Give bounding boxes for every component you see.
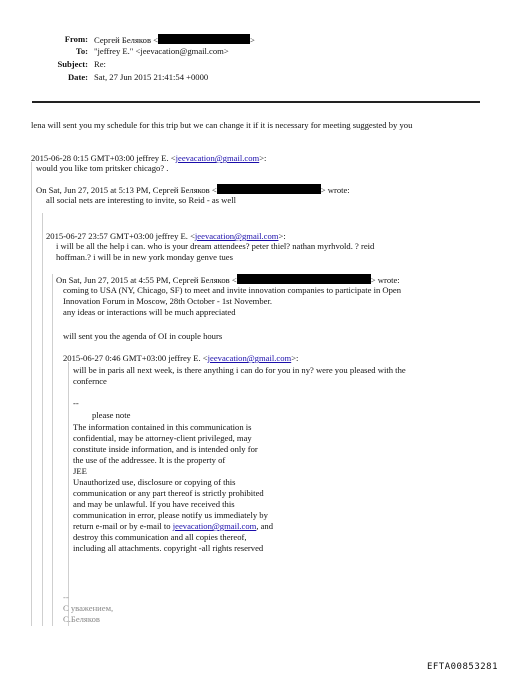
- intro-text: lena will sent you my schedule for this trip but we can change it if it is necessary for meeting suggested by you: [31, 120, 413, 130]
- quote-bar-level3: [52, 274, 53, 626]
- disclaimer-line: destroy this communication and all copies thereof,: [73, 532, 247, 542]
- redaction-block: [158, 34, 250, 44]
- redaction-block: [217, 184, 321, 194]
- quote4-text-2: Innovation Forum in Moscow, 28th October - 1st November.: [63, 296, 273, 306]
- quote4-text-3: any ideas or interactions will be much appreciated: [63, 307, 236, 317]
- date-label: Date:: [67, 72, 88, 82]
- quote4-text-4: will sent you the agenda of OI in couple hours: [63, 331, 223, 341]
- sig-dashes: --: [63, 592, 69, 602]
- email-link[interactable]: jeevacation@gmail.com: [172, 521, 257, 531]
- quote-bar-level2: [42, 213, 43, 626]
- disclaimer-title: please note: [92, 410, 131, 420]
- signature-dashes: --: [73, 398, 79, 408]
- quote5-attribution: 2015-06-27 0:46 GMT+03:00 jeffrey E. <jeevacation@gmail.com>:: [63, 353, 299, 363]
- quote2-attribution: On Sat, Jun 27, 2015 at 5:13 PM, Сергей Беляков < > wrote:: [36, 185, 350, 195]
- quote3-text-2: hoffman.? i will be in new york monday genve tues: [56, 252, 233, 262]
- subject-value: Re:: [94, 59, 106, 69]
- quote3-text-1: i will be all the help i can. who is your dream attendees? peter thiel? nathan myrhvold. ? reid: [56, 241, 375, 251]
- disclaimer-line: confidential, may be attorney-client privileged, may: [73, 433, 252, 443]
- subject-label: Subject:: [57, 59, 88, 69]
- disclaimer-line: The information contained in this communication is: [73, 422, 252, 432]
- date-value: Sat, 27 Jun 2015 21:41:54 +0000: [94, 72, 209, 82]
- quote3-attribution: 2015-06-27 23:57 GMT+03:00 jeffrey E. <jeevacation@gmail.com>:: [46, 231, 286, 241]
- quote1-attribution: 2015-06-28 0:15 GMT+03:00 jeffrey E. <jeevacation@gmail.com>:: [31, 153, 267, 163]
- bates-number: EFTA00853281: [426, 662, 498, 672]
- quote5-text-2: confernce: [73, 376, 107, 386]
- email-link[interactable]: jeevacation@gmail.com: [194, 231, 279, 241]
- disclaimer-return-line: return e-mail or by e-mail to jeevacation@gmail.com, and: [73, 521, 274, 531]
- disclaimer-line: Unauthorized use, disclosure or copying of this: [73, 477, 236, 487]
- disclaimer-line: communication or any part thereof is strictly prohibited: [73, 488, 264, 498]
- header-divider: [32, 101, 480, 103]
- email-link[interactable]: jeevacation@gmail.com: [175, 153, 260, 163]
- disclaimer-line: constitute inside information, and is intended only for: [73, 444, 258, 454]
- disclaimer-line: the use of the addressee. It is the property of: [73, 455, 226, 465]
- sig-name: С.Беляков: [63, 614, 100, 624]
- quote2-text: all social nets are interesting to invite, so Reid - as well: [46, 195, 236, 205]
- quote5-text-1: will be in paris all next week, is there anything i can do for you in ny? were you pleased with the: [73, 365, 406, 375]
- quote4-attribution: On Sat, Jun 27, 2015 at 4:55 PM, Сергей Беляков < > wrote:: [56, 275, 400, 285]
- disclaimer-line: communication in error, please notify us immediately by: [73, 510, 268, 520]
- quote-bar-level4: [68, 362, 69, 626]
- quote-bar-level1: [31, 162, 32, 626]
- email-link[interactable]: jeevacation@gmail.com: [207, 353, 292, 363]
- quote1-text: would you like tom pritsker chicago? .: [36, 163, 169, 173]
- to-value: "jeffrey E." <jeevacation@gmail.com>: [94, 46, 229, 56]
- disclaimer-line: JEE: [73, 466, 87, 476]
- to-label: To:: [75, 46, 88, 56]
- sig-greeting: С уважением,: [63, 603, 114, 613]
- redaction-block: [237, 274, 371, 284]
- disclaimer-line: including all attachments. copyright -all rights reserved: [73, 543, 264, 553]
- quote4-text-1: coming to USA (NY, Chicago, SF) to meet and invite innovation companies to participate in Open: [63, 285, 402, 295]
- disclaimer-line: and may be unlawful. If you have received this: [73, 499, 235, 509]
- from-label: From:: [64, 34, 88, 44]
- from-value: Сергей Беляков < >: [94, 35, 255, 45]
